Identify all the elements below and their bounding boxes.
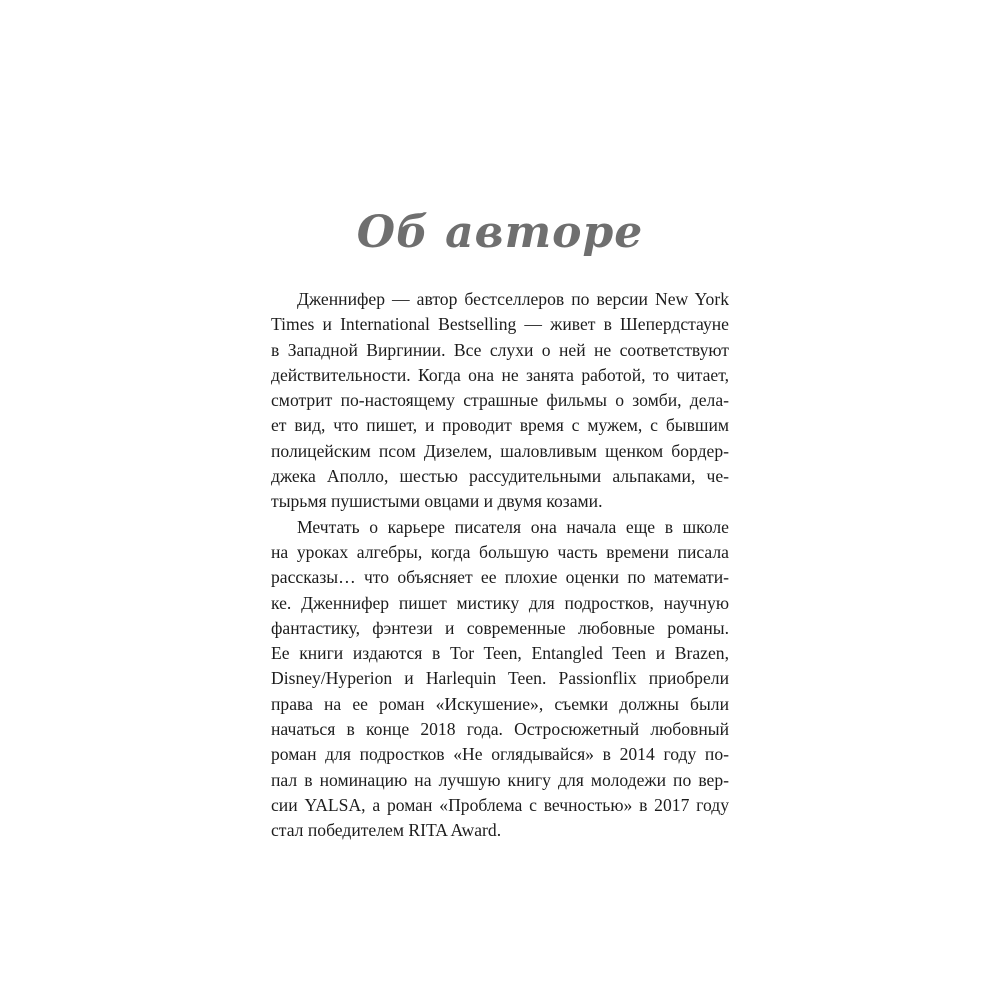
text-line: полицейским псом Дизелем, шаловливым щенком бордер- <box>271 440 729 461</box>
text-line: Times и International Bestselling — живет в Шепердстауне <box>271 314 729 335</box>
text-line: Дженнифер — автор бестселлеров по версии New York <box>297 289 729 309</box>
body-text <box>271 287 729 844</box>
paragraph-1 <box>271 287 729 515</box>
text-line: на уроках алгебры, когда большую часть времени писала <box>271 541 729 562</box>
text-line: тырьмя пушистыми овцами и двумя козами. <box>271 491 603 512</box>
page-title: Об авторе <box>356 207 644 258</box>
text-line: действительности. Когда она не занята работой, то читает, <box>271 364 729 385</box>
text-line: ет вид, что пишет, и проводит время с мужем, с бывшим <box>271 415 729 436</box>
text-line: в Западной Виргинии. Все слухи о ней не соответствуют <box>271 339 729 360</box>
text-line: Disney/Hyperion и Harlequin Teen. Passionflix приобрели <box>271 668 729 689</box>
paragraph-2 <box>271 515 729 844</box>
text-line: начаться в конце 2018 года. Остросюжетный любовный <box>271 719 729 740</box>
text-line: роман для подростков «Не оглядывайся» в 2014 году по- <box>271 744 729 765</box>
text-line: джека Аполло, шестью рассудительными альпаками, че- <box>271 466 729 487</box>
text-line: права на ее роман «Искушение», съемки должны были <box>271 693 729 714</box>
text-line: рассказы… что объясняет ее плохие оценки по математи- <box>271 567 729 588</box>
text-line: пал в номинацию на лучшую книгу для молодежи по вер- <box>271 769 729 790</box>
text-line: Мечтать о карьере писателя она начала еще в школе <box>297 516 729 537</box>
text-line: фантастику, фэнтези и современные любовные романы. <box>271 617 729 638</box>
text-line: сии YALSA, а роман «Проблема с вечностью» в 2017 году <box>271 794 729 815</box>
text-line: стал победителем RITA Award. <box>271 820 502 841</box>
text-line: ке. Дженнифер пишет мистику для подростков, научную <box>271 592 729 613</box>
text-line: Ее книги издаются в Tor Teen, Entangled Teen и Brazen, <box>271 643 729 664</box>
text-line: смотрит по-настоящему страшные фильмы о зомби, дела- <box>271 390 729 411</box>
